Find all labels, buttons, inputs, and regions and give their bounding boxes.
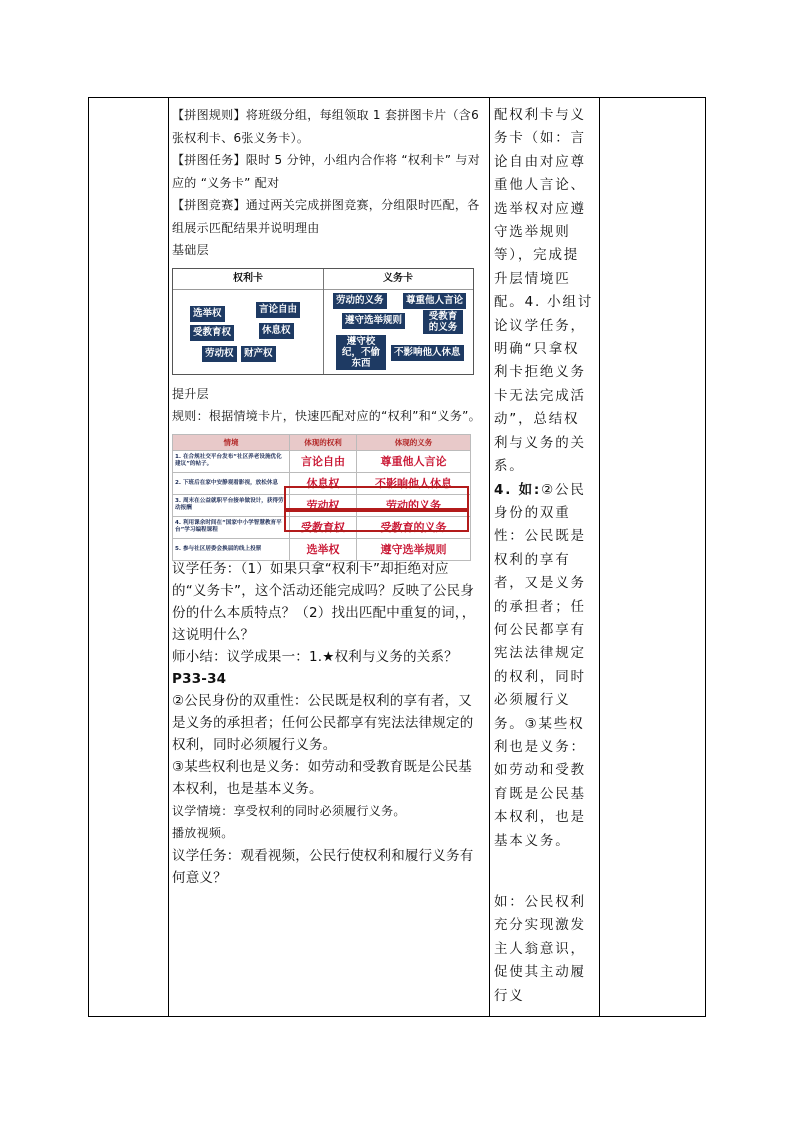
duties-card: 受教育的义务 (423, 310, 463, 334)
advanced-level-rule: 规则：根据情境卡片，快速匹配对应的“权利”和“义务”。 (172, 409, 481, 423)
puzzle-task: 【拼图任务】限时 5 分钟，小组内合作将 “权利卡” 与对应的 “义务卡” 配对 (172, 153, 481, 190)
rights-card: 休息权 (259, 323, 294, 339)
basic-level-label: 基础层 (172, 243, 209, 257)
student-activity-text: 配权利卡与义务卡（如：言论自由对应尊重他人言论、选举权对应遵守选举规则等），完成提升层情境匹配。4. 小组讨论议学任务，明确“只拿权利卡拒绝义务卡无法完成活动”，总结权利与义务的关系。 (494, 107, 594, 475)
duties-card: 尊重他人言论 (403, 293, 466, 309)
duties-card: 不影响他人休息 (391, 345, 464, 361)
scenario-matching-table (172, 434, 471, 556)
discussion-scenario: 议学情境：享受权利的同时必须履行义务。 (172, 803, 406, 818)
dual-identity-point: ②公民身份的双重性：公民既是权利的享有者，又是义务的承担者；任何公民都享有宪法法律规定的权利，同时必须履行义务。 (172, 692, 474, 753)
scene-cell: 5. 参与社区居委会换届的线上投票 (173, 538, 290, 560)
column-divider (168, 98, 169, 1016)
duty-cell: 遵守选举规则 (356, 538, 470, 560)
video-task: 议学任务：观看视频，公民行使权利和履行义务有何意义？ (172, 847, 474, 886)
discussion-task: 议学任务：（1）如果只拿“权利卡”却拒绝对应的“义务卡”，这个活动还能完成吗？反映了公民身份的什么本质特点？（2）找出匹配中重复的词，，这说明什么？ (172, 560, 476, 643)
answer-text: ②公民身份的双重性：公民既是权利的享有者，又是义务的承担者；任何公民都享有宪法法律规定的权利，同时必须履行义务。③某些权利也是义务：如劳动和受教育既是公民基本权利，也是基本义务。 (494, 481, 586, 849)
rights-also-duties-point: ③某些权利也是义务：如劳动和受教育既是公民基本权利，也是基本义务。 (172, 758, 473, 797)
duties-card: 遵守校纪，不偷东西 (336, 335, 386, 370)
right-cell: 休息权 (290, 472, 357, 494)
duties-card: 劳动的义务 (333, 293, 387, 309)
teacher-summary: 师小结：议学成果一：1.★权利与义务的关系？ (172, 648, 458, 665)
duty-cell: 劳动的义务 (356, 494, 470, 516)
table-row (173, 538, 471, 560)
highlight-box (284, 486, 469, 510)
duty-cell: 受教育的义务 (356, 516, 470, 538)
right-cell: 劳动权 (290, 494, 357, 516)
duty-cell: 不影响他人休息 (356, 472, 470, 494)
right-cell: 选举权 (290, 538, 357, 560)
student-activity-column (494, 104, 594, 1008)
duty-cell: 尊重他人言论 (356, 450, 470, 472)
column-divider (599, 98, 600, 1016)
col-header-duty: 体现的义务 (356, 434, 470, 450)
puzzle-contest: 【拼图竞赛】通过两关完成拼图竞赛，分组限时匹配，各组展示匹配结果并说明理由 (172, 198, 480, 235)
rights-card-header: 权利卡 (173, 269, 323, 290)
rights-card: 受教育权 (190, 325, 234, 341)
scene-cell: 1. 在合规社交平台发布“社区养老设施优化建议”的帖子。 (173, 450, 290, 472)
scene-cell: 3. 周末在公益就职平台接单做设计，获得劳动报酬 (173, 494, 290, 516)
answer-label: 4. 如: (494, 481, 542, 498)
page-reference: P33-34 (172, 670, 227, 687)
scene-cell: 4. 利用课余时间在“国家中小学智慧教育平台”学习编程课程 (173, 516, 290, 538)
rights-card: 选举权 (190, 306, 225, 322)
right-cell: 受教育权 (290, 516, 357, 538)
puzzle-rules: 【拼图规则】将班级分组，每组领取 1 套拼图卡片（含6张权利卡、6张义务卡）。 (172, 108, 480, 145)
rights-card: 劳动权 (202, 346, 237, 362)
advanced-level-label: 提升层 (172, 386, 209, 401)
rights-card: 言论自由 (256, 302, 300, 318)
column-divider (489, 98, 490, 1016)
scene-cell: 2. 下班后在家中安静观看影视，放松休息 (173, 472, 290, 494)
activity-column (172, 104, 482, 889)
rights-card: 财产权 (241, 346, 276, 362)
col-header-scene: 情境 (173, 434, 290, 450)
duties-card: 遵守选举规则 (342, 313, 405, 329)
col-header-right: 体现的权利 (290, 434, 357, 450)
significance-text: 如：公民权利充分实现激发主人翁意识，促使其主动履行义 (494, 894, 586, 1004)
basic-level-card-figure (172, 268, 474, 375)
highlight-box (284, 510, 469, 532)
duties-card-header: 义务卡 (323, 269, 473, 290)
right-cell: 言论自由 (290, 450, 357, 472)
table-row (173, 450, 471, 472)
play-video: 播放视频。 (172, 826, 234, 840)
